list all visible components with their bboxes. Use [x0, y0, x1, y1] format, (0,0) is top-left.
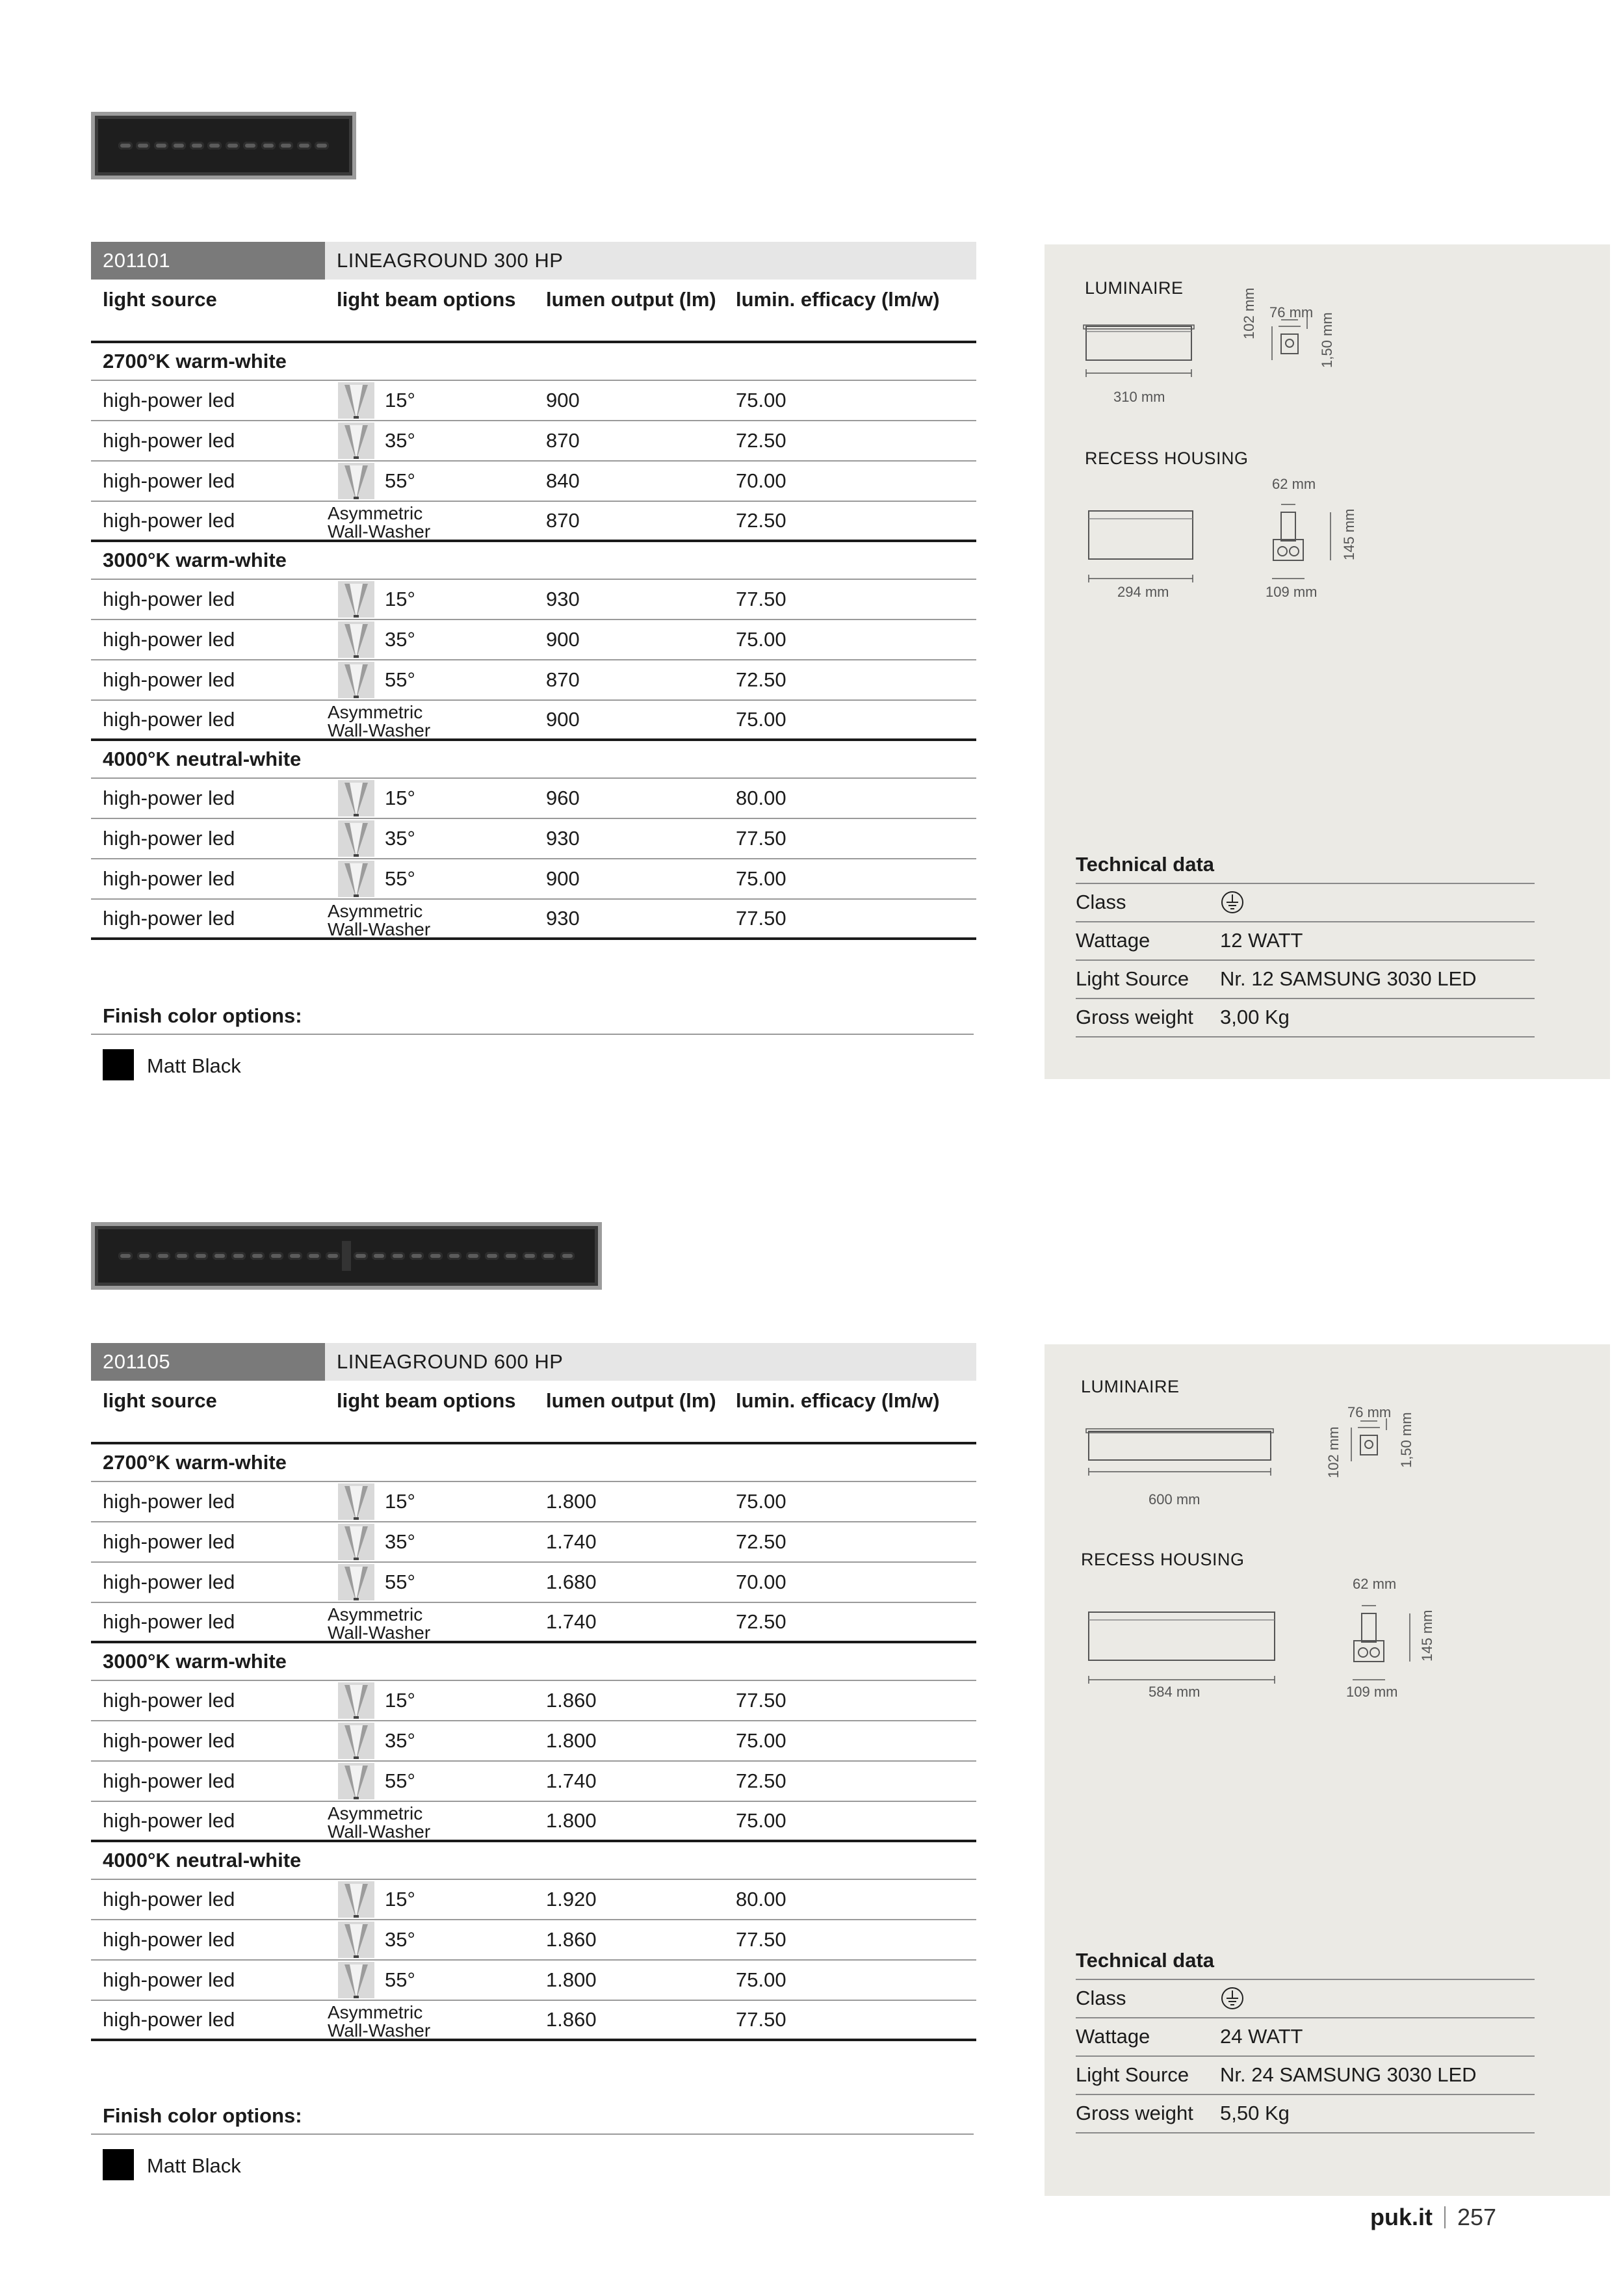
table-row: [91, 1603, 976, 1643]
beam-angle: 35°: [385, 429, 415, 452]
lumen-cell: 1.800: [546, 1809, 597, 1832]
efficacy-cell: 75.00: [736, 1729, 786, 1752]
lumen-cell: 840: [546, 469, 580, 492]
table-row: [91, 1522, 976, 1563]
lum-length: 600 mm: [1149, 1491, 1201, 1507]
lumen-cell: 900: [546, 708, 580, 731]
tech-value: 3,00 Kg: [1220, 1006, 1290, 1028]
efficacy-cell: 72.50: [736, 1610, 786, 1633]
lum-flange: 1,50 mm: [1319, 312, 1335, 368]
lumen-cell: 1.740: [546, 1610, 597, 1633]
color-swatch-black: [103, 2149, 134, 2180]
spec-table: [91, 242, 976, 940]
efficacy-cell: 75.00: [736, 867, 786, 890]
beam-icon: [337, 1721, 376, 1760]
product-photo: [91, 112, 356, 179]
light-source-cell: high-power led: [103, 1809, 235, 1832]
product-name: LINEAGROUND 300 HP: [337, 249, 564, 272]
rec-width-bottom: 109 mm: [1266, 584, 1318, 600]
beam-icon: [337, 859, 376, 898]
beam-angle: 15°: [385, 588, 415, 610]
efficacy-cell: 77.50: [736, 907, 786, 930]
beam-icon: [337, 421, 376, 460]
beam-icon: [337, 1961, 376, 2000]
finish-divider: [91, 1034, 974, 1035]
beam-cell: [325, 620, 546, 659]
lum-height: 102 mm: [1325, 1426, 1342, 1478]
beam-line1: Asymmetric: [328, 1604, 423, 1624]
tech-row: [1076, 2094, 1535, 2132]
rec-length: 294 mm: [1117, 584, 1169, 600]
table-row: [91, 1961, 976, 2001]
lumen-cell: 1.920: [546, 1888, 597, 1911]
spec-table: [91, 1343, 976, 2041]
technical-panel: [1045, 244, 1610, 1079]
col-beam: light beam options: [337, 1389, 516, 1412]
rec-height: 145 mm: [1419, 1610, 1435, 1662]
tech-value: 5,50 Kg: [1220, 2102, 1290, 2124]
beam-line1: Asymmetric: [328, 901, 423, 921]
lumen-cell: 930: [546, 588, 580, 610]
light-source-cell: high-power led: [103, 907, 235, 930]
table-row: [91, 502, 976, 542]
table-row: [91, 701, 976, 741]
group-title: 3000°K warm-white: [91, 1643, 976, 1681]
beam-angle: 35°: [385, 827, 415, 850]
lumen-cell: 900: [546, 389, 580, 411]
beam-cell: [325, 900, 546, 937]
beam-cell: [325, 1482, 546, 1521]
table-row: [91, 462, 976, 502]
recess-label: RECESS HOUSING: [1081, 1550, 1245, 1569]
beam-icon: [337, 779, 376, 818]
light-source-cell: high-power led: [103, 708, 235, 731]
tech-key: Class: [1076, 1987, 1126, 2009]
efficacy-cell: 75.00: [736, 1490, 786, 1513]
tech-value: 24 WATT: [1220, 2025, 1303, 2048]
tech-key: Light Source: [1076, 967, 1189, 990]
table-row: [91, 620, 976, 660]
table-row: [91, 779, 976, 819]
table-row: [91, 1762, 976, 1802]
efficacy-cell: 75.00: [736, 1968, 786, 1991]
lumen-cell: 960: [546, 787, 580, 809]
light-source-cell: high-power led: [103, 588, 235, 610]
light-source-cell: high-power led: [103, 867, 235, 890]
light-source-cell: high-power led: [103, 1888, 235, 1911]
group-title: 4000°K neutral-white: [91, 1842, 976, 1880]
beam-angle: 15°: [385, 787, 415, 809]
beam-angle: 35°: [385, 628, 415, 651]
table-row: [91, 900, 976, 940]
tech-title: Technical data: [1076, 853, 1215, 876]
light-source-cell: high-power led: [103, 429, 235, 452]
table-row: [91, 1681, 976, 1721]
color-label: Matt Black: [147, 2154, 241, 2177]
lumen-cell: 1.740: [546, 1530, 597, 1553]
beam-icon: [337, 580, 376, 619]
light-source-cell: high-power led: [103, 1729, 235, 1752]
lumen-cell: 1.800: [546, 1729, 597, 1752]
efficacy-cell: 72.50: [736, 668, 786, 691]
recess-drawing: [1045, 1594, 1610, 1789]
rec-length: 584 mm: [1149, 1684, 1201, 1700]
table-row: [91, 660, 976, 701]
lumen-cell: 870: [546, 509, 580, 532]
beam-line1: Asymmetric: [328, 702, 423, 722]
tech-row: [1076, 1979, 1535, 2016]
lum-width: 76 mm: [1347, 1404, 1392, 1420]
table-row: [91, 1802, 976, 1842]
beam-cell: [325, 779, 546, 818]
beam-cell: [325, 819, 546, 858]
tech-row: [1076, 883, 1535, 920]
light-source-cell: high-power led: [103, 787, 235, 809]
efficacy-cell: 77.50: [736, 827, 786, 850]
beam-angle: 55°: [385, 867, 415, 890]
beam-angle: 35°: [385, 1729, 415, 1752]
table-row: [91, 819, 976, 859]
tech-key: Gross weight: [1076, 1006, 1193, 1028]
light-source-cell: high-power led: [103, 389, 235, 411]
light-source-cell: high-power led: [103, 1490, 235, 1513]
light-source-cell: high-power led: [103, 1571, 235, 1593]
col-light-source: light source: [103, 288, 217, 311]
page-footer: [1370, 2204, 1496, 2231]
lum-height: 102 mm: [1241, 287, 1257, 339]
earth-ground-icon: [1220, 890, 1245, 915]
tech-value: Nr. 12 SAMSUNG 3030 LED: [1220, 967, 1477, 990]
col-lumen: lumen output (lm): [546, 1389, 716, 1412]
tech-value: Nr. 24 SAMSUNG 3030 LED: [1220, 2063, 1477, 2086]
beam-cell: [325, 1522, 546, 1561]
lum-flange: 1,50 mm: [1398, 1412, 1414, 1468]
lumen-cell: 930: [546, 827, 580, 850]
beam-angle: 15°: [385, 1689, 415, 1712]
lumen-cell: 1.800: [546, 1490, 597, 1513]
site-link[interactable]: puk.it: [1370, 2204, 1433, 2230]
rec-width-top: 62 mm: [1272, 476, 1316, 492]
recess-label: RECESS HOUSING: [1085, 449, 1249, 468]
tech-key: Gross weight: [1076, 2102, 1193, 2124]
efficacy-cell: 77.50: [736, 2008, 786, 2031]
table-row: [91, 580, 976, 620]
light-source-cell: high-power led: [103, 1769, 235, 1792]
tech-row: [1076, 959, 1535, 997]
finish-title: Finish color options:: [103, 2104, 302, 2127]
lumen-cell: 900: [546, 867, 580, 890]
tech-row: [1076, 998, 1535, 1036]
beam-angle: 55°: [385, 469, 415, 492]
table-row: [91, 2001, 976, 2041]
lum-length: 310 mm: [1113, 389, 1165, 405]
light-source-cell: high-power led: [103, 1928, 235, 1951]
lumen-cell: 870: [546, 668, 580, 691]
table-row: [91, 859, 976, 900]
efficacy-cell: 75.00: [736, 708, 786, 731]
beam-line1: Asymmetric: [328, 2002, 423, 2022]
beam-icon: [337, 620, 376, 659]
beam-angle: 15°: [385, 389, 415, 411]
efficacy-cell: 75.00: [736, 1809, 786, 1832]
group-title: 2700°K warm-white: [91, 343, 976, 381]
rec-width-bottom: 109 mm: [1346, 1684, 1398, 1700]
beam-angle: 55°: [385, 1968, 415, 1991]
table-row: [91, 1721, 976, 1762]
earth-ground-icon: [1220, 1986, 1245, 2011]
tech-key: Class: [1076, 891, 1126, 913]
col-efficacy: lumin. efficacy (lm/w): [736, 288, 940, 311]
table-row: [91, 1920, 976, 1961]
beam-line1: Asymmetric: [328, 503, 423, 523]
table-row: [91, 421, 976, 462]
technical-panel: [1045, 1344, 1610, 2196]
beam-angle: 55°: [385, 668, 415, 691]
efficacy-cell: 72.50: [736, 1530, 786, 1553]
beam-cell: [325, 462, 546, 501]
beam-cell: [325, 859, 546, 898]
group-title: 3000°K warm-white: [91, 542, 976, 580]
group-title: 4000°K neutral-white: [91, 741, 976, 779]
table-row: [91, 1880, 976, 1920]
beam-angle: 55°: [385, 1769, 415, 1792]
efficacy-cell: 77.50: [736, 588, 786, 610]
light-source-cell: high-power led: [103, 1968, 235, 1991]
table-header: [91, 1343, 976, 1381]
beam-cell: [325, 2001, 546, 2039]
beam-icon: [337, 660, 376, 699]
beam-cell: [325, 1563, 546, 1602]
tech-divider: [1076, 1036, 1535, 1037]
luminaire-label: LUMINAIRE: [1081, 1377, 1180, 1396]
efficacy-cell: 75.00: [736, 628, 786, 651]
lumen-cell: 1.680: [546, 1571, 597, 1593]
light-source-cell: high-power led: [103, 1530, 235, 1553]
efficacy-cell: 70.00: [736, 469, 786, 492]
light-source-cell: high-power led: [103, 628, 235, 651]
beam-icon: [337, 381, 376, 420]
beam-icon: [337, 1563, 376, 1602]
beam-cell: [325, 1762, 546, 1801]
beam-line1: Asymmetric: [328, 1803, 423, 1823]
page-number: 257: [1457, 2204, 1497, 2230]
beam-line2: Wall-Washer: [328, 1623, 431, 1643]
light-source-cell: high-power led: [103, 827, 235, 850]
beam-cell: [325, 1880, 546, 1919]
beam-icon: [337, 1482, 376, 1521]
light-source-cell: high-power led: [103, 668, 235, 691]
light-source-cell: high-power led: [103, 2008, 235, 2031]
lumen-cell: 900: [546, 628, 580, 651]
table-row: [91, 1482, 976, 1522]
beam-icon: [337, 1920, 376, 1959]
light-source-cell: high-power led: [103, 1689, 235, 1712]
light-source-cell: high-power led: [103, 1610, 235, 1633]
efficacy-cell: 75.00: [736, 389, 786, 411]
tech-divider: [1076, 2132, 1535, 2133]
lumen-cell: 870: [546, 429, 580, 452]
lumen-cell: 1.860: [546, 1689, 597, 1712]
beam-angle: 55°: [385, 1571, 415, 1593]
efficacy-cell: 72.50: [736, 509, 786, 532]
efficacy-cell: 77.50: [736, 1928, 786, 1951]
rec-width-top: 62 mm: [1353, 1576, 1397, 1592]
beam-cell: [325, 1920, 546, 1959]
beam-line2: Wall-Washer: [328, 919, 431, 939]
beam-cell: [325, 1603, 546, 1641]
table-header: [91, 242, 976, 280]
beam-icon: [337, 1880, 376, 1919]
beam-cell: [325, 660, 546, 699]
tech-value: 12 WATT: [1220, 929, 1303, 952]
beam-cell: [325, 1961, 546, 2000]
lum-width: 76 mm: [1269, 304, 1314, 320]
light-source-cell: high-power led: [103, 509, 235, 532]
tech-row: [1076, 2055, 1535, 2093]
beam-icon: [337, 1522, 376, 1561]
lumen-cell: 1.800: [546, 1968, 597, 1991]
efficacy-cell: 77.50: [736, 1689, 786, 1712]
beam-line2: Wall-Washer: [328, 521, 431, 541]
finish-title: Finish color options:: [103, 1004, 302, 1027]
lumen-cell: 1.860: [546, 2008, 597, 2031]
product-photo: [91, 1222, 602, 1290]
group-title: 2700°K warm-white: [91, 1444, 976, 1482]
beam-line2: Wall-Washer: [328, 720, 431, 740]
color-label: Matt Black: [147, 1054, 241, 1077]
col-light-source: light source: [103, 1389, 217, 1412]
beam-line2: Wall-Washer: [328, 2020, 431, 2041]
col-lumen: lumen output (lm): [546, 288, 716, 311]
beam-cell: [325, 1681, 546, 1720]
finish-divider: [91, 2133, 974, 2135]
beam-icon: [337, 819, 376, 858]
beam-cell: [325, 1802, 546, 1840]
light-source-cell: high-power led: [103, 469, 235, 492]
lumen-cell: 1.860: [546, 1928, 597, 1951]
tech-key: Wattage: [1076, 2025, 1150, 2048]
beam-angle: 15°: [385, 1888, 415, 1911]
efficacy-cell: 80.00: [736, 787, 786, 809]
beam-cell: [325, 502, 546, 540]
product-code: 201101: [91, 242, 325, 280]
tech-title: Technical data: [1076, 1949, 1215, 1972]
product-code: 201105: [91, 1343, 325, 1381]
col-efficacy: lumin. efficacy (lm/w): [736, 1389, 940, 1412]
lumen-cell: 930: [546, 907, 580, 930]
beam-line2: Wall-Washer: [328, 1821, 431, 1842]
table-row: [91, 381, 976, 421]
rec-height: 145 mm: [1341, 508, 1357, 560]
beam-cell: [325, 580, 546, 619]
beam-cell: [325, 1721, 546, 1760]
col-beam: light beam options: [337, 288, 516, 311]
efficacy-cell: 72.50: [736, 1769, 786, 1792]
beam-angle: 35°: [385, 1530, 415, 1553]
beam-icon: [337, 462, 376, 501]
table-row: [91, 1563, 976, 1603]
efficacy-cell: 72.50: [736, 429, 786, 452]
color-swatch-black: [103, 1049, 134, 1080]
tech-row: [1076, 921, 1535, 959]
tech-key: Wattage: [1076, 929, 1150, 952]
tech-row: [1076, 2017, 1535, 2055]
efficacy-cell: 80.00: [736, 1888, 786, 1911]
column-headers: [91, 280, 976, 343]
product-name: LINEAGROUND 600 HP: [337, 1350, 564, 1373]
beam-angle: 35°: [385, 1928, 415, 1951]
beam-icon: [337, 1762, 376, 1801]
tech-key: Light Source: [1076, 2063, 1189, 2086]
beam-cell: [325, 701, 546, 738]
luminaire-label: LUMINAIRE: [1085, 278, 1184, 298]
footer-divider: [1444, 2206, 1446, 2228]
column-headers: [91, 1381, 976, 1444]
beam-cell: [325, 421, 546, 460]
beam-angle: 15°: [385, 1490, 415, 1513]
efficacy-cell: 70.00: [736, 1571, 786, 1593]
lumen-cell: 1.740: [546, 1769, 597, 1792]
beam-icon: [337, 1681, 376, 1720]
beam-cell: [325, 381, 546, 420]
